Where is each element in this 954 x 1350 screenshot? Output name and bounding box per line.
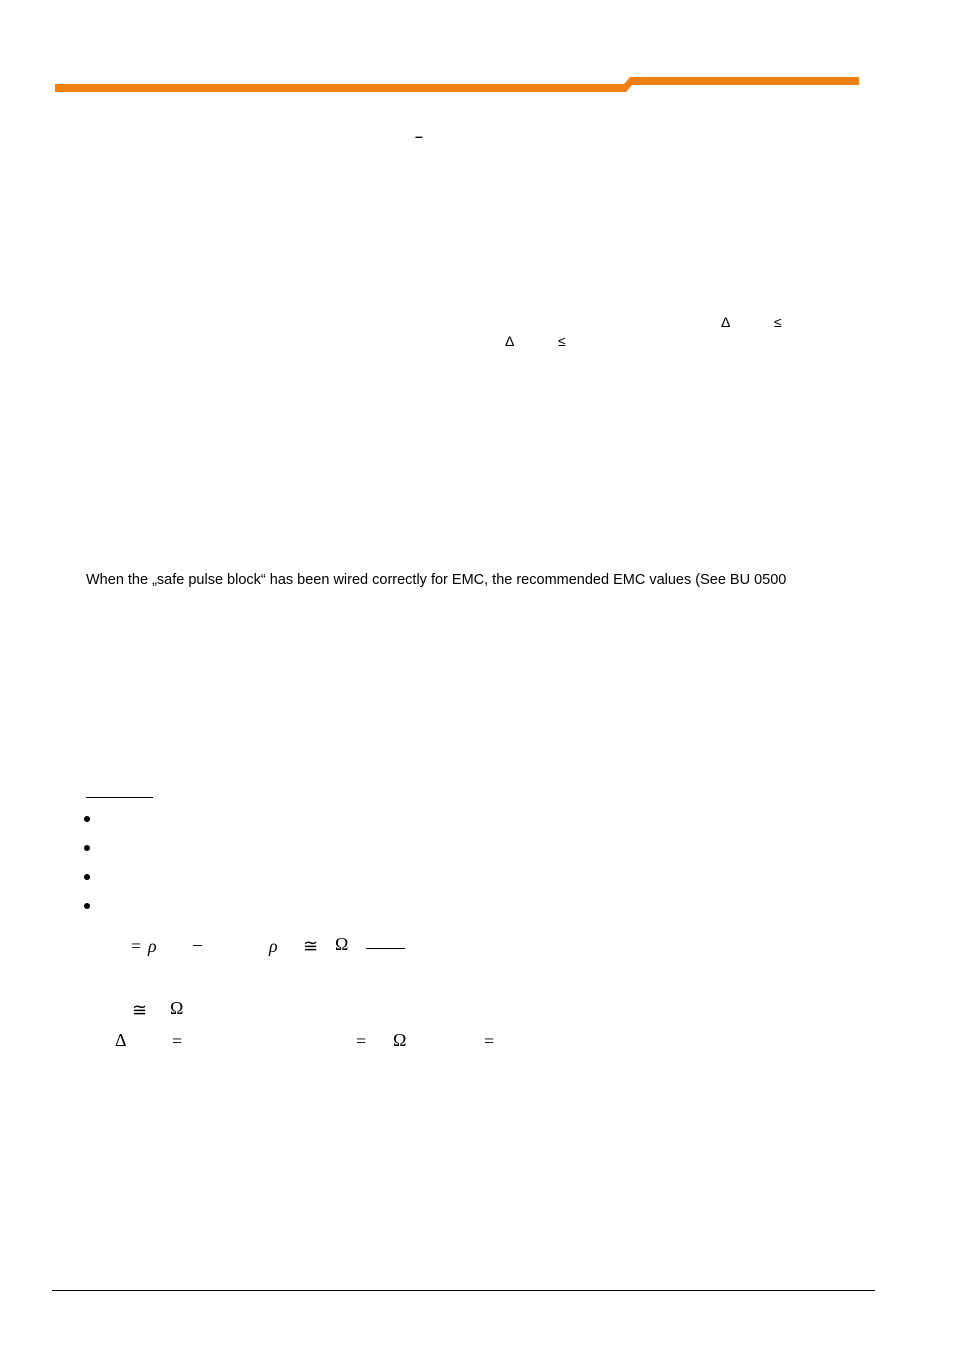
header-accent-stripe — [55, 77, 859, 92]
formula-equals: = — [356, 1031, 367, 1051]
list-bullet — [84, 845, 90, 851]
header-accent-bar — [0, 0, 954, 100]
note-heading-underline — [86, 797, 153, 798]
formula-fraction-bar — [366, 948, 405, 949]
delta-symbol: Δ — [505, 333, 515, 349]
formula-rho: ρ — [148, 936, 157, 956]
less-equal-symbol: ≤ — [774, 314, 782, 330]
formula-minus: – — [193, 934, 202, 954]
formula-omega: Ω — [335, 934, 349, 954]
emc-paragraph: When the „safe pulse block“ has been wired correctly for EMC, the recommended EMC values (See BU 0500 — [86, 572, 787, 588]
list-bullet — [84, 816, 90, 822]
formula-rho: ρ — [269, 936, 278, 956]
formula-omega: Ω — [170, 998, 184, 1018]
list-bullet — [84, 874, 90, 880]
list-bullet — [84, 903, 90, 909]
delta-symbol: Δ — [721, 314, 731, 330]
formula-equals: = — [484, 1031, 495, 1051]
dash-fragment: – — [415, 128, 423, 144]
formula-delta: Δ — [115, 1030, 127, 1050]
formula-omega: Ω — [393, 1030, 407, 1050]
formula-approx: ≅ — [303, 936, 319, 956]
formula-equals: = — [172, 1031, 183, 1051]
formula-equals: = — [131, 936, 142, 956]
footer-rule — [52, 1290, 875, 1291]
formula-approx: ≅ — [132, 1000, 148, 1020]
less-equal-symbol: ≤ — [558, 333, 566, 349]
